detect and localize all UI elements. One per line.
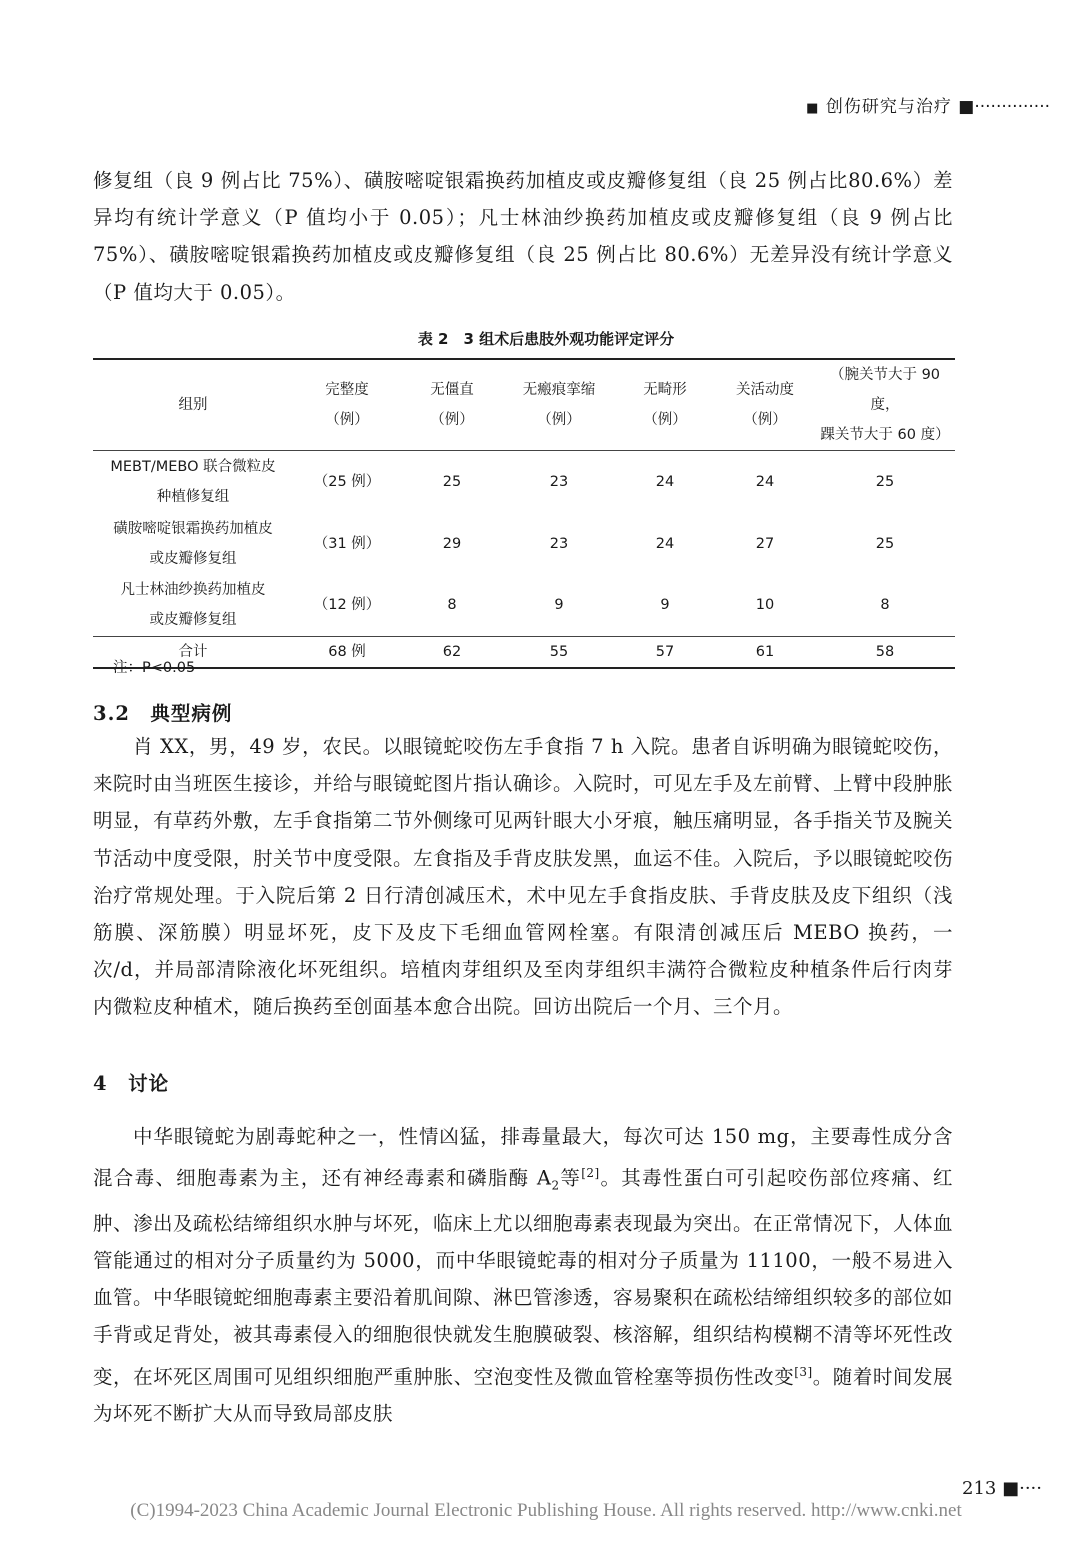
table-cell: 25 [442, 473, 462, 490]
header-cell: 组别 [178, 397, 208, 413]
reference-marker: [2] [581, 1166, 600, 1181]
group-cell: 凡士林油纱换药加植皮 或皮瓣修复组 [120, 582, 266, 629]
table-cell: 8 [880, 597, 890, 614]
total-label: 合计 [178, 644, 208, 660]
table-cell: （25 例） [313, 473, 381, 490]
table-row [93, 451, 955, 513]
table-cell: 68 例 [328, 644, 366, 660]
table-title: 表 2 3 组术后患肢外观功能评定评分 [417, 330, 675, 348]
discussion-paragraph: 中华眼镜蛇为剧毒蛇种之一，性情凶猛，排毒量最大，每次可达 150 mg，主要毒性成分含混合毒、细胞毒素为主，还有神经毒素和磷脂酶 $A_2$等[2]。其毒性蛋白可引起咬伤部位疼痛、红肿、渗出及疏松结缔组织水肿与坏死，临床上尤以细胞毒素表现最为突出。在正常情况下，人体血管能通过的相对分子质量约为 5000，而中华眼镜蛇毒的相对分子质量为 11100，一般不易进入血管。中华眼镜蛇细胞毒素主要沿着肌间隙、淋巴管渗透，容易聚积在疏松结缔组织较多的部位如手背或足背处，被其毒素侵入的细胞很快就发生胞膜破裂、核溶解，组织结构模糊不清等坏死性改变，在坏死区周围可见组织细胞严重肿胀、空泡变性及微血管栓塞等损伤性改变[3]。随着时间发展为坏死不断扩大从而导致局部皮肤 [93, 1125, 954, 1426]
table-cell: 24 [655, 535, 675, 552]
table-cell: 61 [755, 644, 775, 660]
paragraph-results: 修复组（良 9 例占比 75%）、磺胺嘧啶银霜换药加植皮或皮瓣修复组（良 25 例占比80.6%）差异均有统计学意义（P 值均小于 0.05）；凡士林油纱换药加植皮或皮瓣修复组（良 9 例占比 75%）、磺胺嘧啶银霜换药加植皮或皮瓣修复组（良 25 例占比 80.6%）无差异没有统计学意义（P 值均大于 0.05）。 [93, 169, 953, 304]
table-row [93, 575, 955, 637]
table-cell: 23 [549, 535, 569, 552]
copyright-footer: (C)1994-2023 China Academic Journal Electronic Publishing House. All rights reserved. http://www.cnki.net [130, 1500, 962, 1521]
table-header-row [93, 359, 955, 451]
table-cell: 9 [660, 597, 670, 614]
table-cell: 24 [755, 473, 775, 490]
table-cell: 25 [875, 473, 895, 490]
table-cell: 62 [442, 644, 462, 660]
table-row [93, 513, 955, 575]
running-header [806, 92, 1050, 117]
table-cell: 55 [549, 644, 569, 660]
table-cell: 27 [755, 535, 775, 552]
header-square-icon: ■ [806, 101, 820, 116]
section-heading-3-2: 3.2 典型病例 [93, 702, 233, 725]
header-cell: 关活动度 （例） [736, 382, 794, 428]
section-heading-4: 4 讨论 [93, 1072, 170, 1095]
header-dots: ■·············· [958, 97, 1050, 117]
subscript: 2 [551, 1178, 560, 1193]
table-cell: 9 [554, 597, 564, 614]
table-cell: 57 [655, 644, 675, 660]
reference-marker: [3] [794, 1364, 813, 1379]
header-cell: 无畸形 （例） [643, 382, 687, 428]
table-note: 注：P<0.05 [113, 660, 196, 676]
table-cell: 23 [549, 473, 569, 490]
table-cell: 58 [875, 644, 895, 660]
group-cell: MEBT/MEBO 联合微粒皮 种植修复组 [110, 458, 276, 505]
page-number: 213 ■···· [962, 1478, 1042, 1499]
case-paragraph: 肖 XX，男，49 岁，农民。以眼镜蛇咬伤左手食指 7 h 入院。患者自诉明确为眼镜蛇咬伤，来院时由当班医生接诊，并给与眼镜蛇图片指认确诊。入院时，可见左手及左前臂、上臂中段肿胀明显，有草药外敷，左手食指第二节外侧缘可见两针眼大小牙痕，触压痛明显，各手指关节及腕关节活动中度受限，肘关节中度受限。左食指及手背皮肤发黑，血运不佳。入院后，予以眼镜蛇咬伤治疗常规处理。于入院后第 2 日行清创减压术，术中见左手食指皮肤、手背皮肤及皮下组织（浅筋膜、深筋膜）明显坏死，皮下及皮下毛细血管网栓塞。有限清创减压后 MEBO 换药，一次/d，并局部清除液化坏死组织。培植肉芽组织及至肉芽组织丰满符合微粒皮种植条件后行肉芽内微粒皮种植术，随后换药至创面基本愈合出院。回访出院后一个月、三个月。 [93, 735, 954, 1019]
table-cell: 24 [655, 473, 675, 490]
results-table [93, 358, 955, 669]
table-cell: 25 [875, 535, 895, 552]
header-cell: 无瘢痕挛缩 （例） [522, 382, 596, 428]
header-title: 创伤研究与治疗 [825, 97, 952, 117]
header-cell: 完整度 （例） [325, 382, 369, 428]
table-cell: （31 例） [313, 535, 381, 552]
table-cell: 8 [447, 597, 457, 614]
header-cell: （腕关节大于 90 度， 踝关节大于 60 度） [820, 367, 950, 443]
table-total-row [93, 637, 955, 669]
table-cell: 29 [442, 535, 462, 552]
group-cell: 磺胺嘧啶银霜换药加植皮 或皮瓣修复组 [113, 520, 273, 567]
header-cell: 无僵直 （例） [430, 382, 474, 428]
table-cell: （12 例） [313, 597, 381, 614]
table-cell: 10 [755, 597, 775, 614]
